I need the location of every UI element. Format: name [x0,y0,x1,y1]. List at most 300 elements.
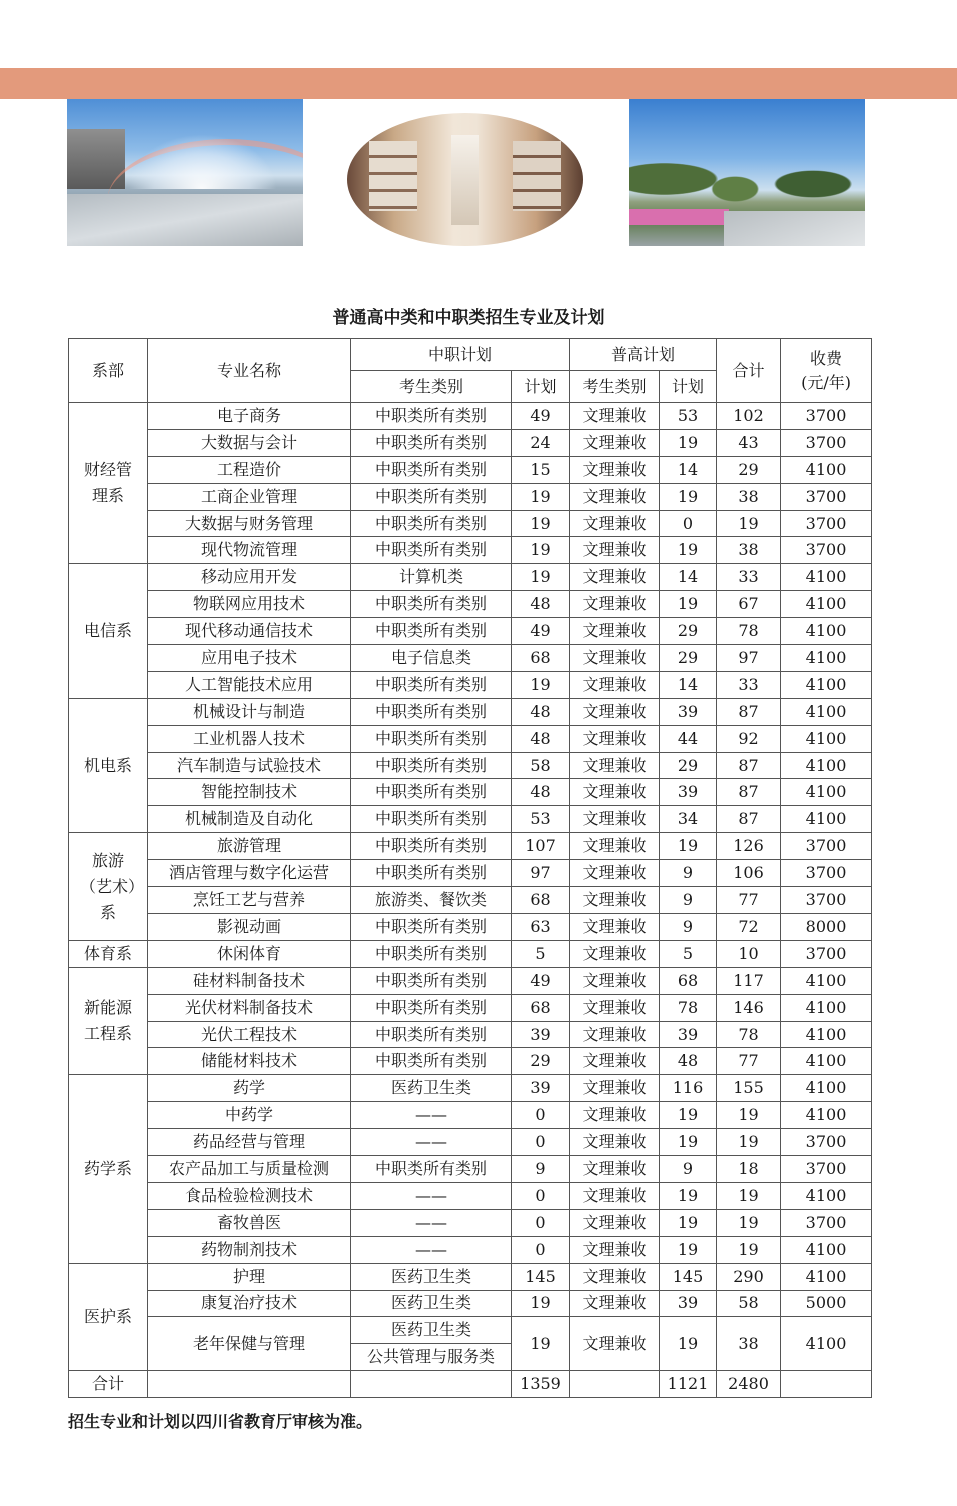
table-row [69,752,872,779]
fee-cell: 4100 [781,618,872,645]
totals-pg-plan: 1121 [660,1371,717,1398]
fee-cell: 3700 [781,429,872,456]
table-row [69,510,872,537]
zz-plan-cell: 19 [512,483,570,510]
table-row [69,833,872,860]
major-cell: 大数据与财务管理 [148,510,351,537]
header-total: 合计 [717,339,781,403]
zz-type-cell: 中职类所有类别 [351,967,512,994]
footnote: 招生专业和计划以四川省教育厅审核为准。 [68,1412,373,1431]
table-row [69,645,872,672]
total-cell: 19 [717,1182,781,1209]
pg-type-cell: 文理兼收 [570,403,660,430]
zz-plan-cell: 53 [512,806,570,833]
fee-cell: 8000 [781,913,872,940]
table-row [69,725,872,752]
dept-cell: 体育系 [69,940,148,967]
total-cell: 102 [717,403,781,430]
fee-cell: 4100 [781,456,872,483]
fee-cell: 4100 [781,725,872,752]
fee-cell: 4100 [781,779,872,806]
header-exam-type-2: 考生类别 [570,371,660,403]
fee-cell: 4100 [781,564,872,591]
pg-type-cell: 文理兼收 [570,1102,660,1129]
zz-plan-cell: 0 [512,1102,570,1129]
total-cell: 146 [717,994,781,1021]
totals-label: 合计 [69,1371,148,1398]
zz-type-cell: 中职类所有类别 [351,510,512,537]
fee-cell: 4100 [781,591,872,618]
zz-plan-cell: 48 [512,779,570,806]
total-cell: 19 [717,1129,781,1156]
dept-cell: 药学系 [69,1075,148,1263]
zz-plan-cell: 63 [512,913,570,940]
header-band [0,68,957,99]
table-row [69,913,872,940]
table-row [69,483,872,510]
totals-zz-plan: 1359 [512,1371,570,1398]
header-fee-unit: (元/年) [801,372,851,392]
pg-plan-cell: 9 [660,887,717,914]
zz-plan-cell: 5 [512,940,570,967]
fee-cell: 3700 [781,403,872,430]
table-header-row [69,339,872,371]
major-cell: 现代物流管理 [148,537,351,564]
table-row [69,564,872,591]
zz-type-cell: 中职类所有类别 [351,1048,512,1075]
totals-empty [570,1371,660,1398]
pg-type-cell: 文理兼收 [570,1048,660,1075]
zz-type-cell: 公共管理与服务类 [351,1344,512,1371]
zz-type-cell: 中职类所有类别 [351,752,512,779]
fee-cell: 3700 [781,940,872,967]
table-row [69,994,872,1021]
table-row [69,1317,872,1344]
major-cell: 护理 [148,1263,351,1290]
pg-plan-cell: 29 [660,618,717,645]
fee-cell: 5000 [781,1290,872,1317]
total-cell: 10 [717,940,781,967]
major-cell: 中药学 [148,1102,351,1129]
table-row [69,806,872,833]
zz-type-cell: 中职类所有类别 [351,860,512,887]
page-title: 普通高中类和中职类招生专业及计划 [332,308,605,328]
zz-type-cell: 中职类所有类别 [351,940,512,967]
table-row [69,860,872,887]
major-cell: 光伏工程技术 [148,1021,351,1048]
total-cell: 155 [717,1075,781,1102]
pg-type-cell: 文理兼收 [570,698,660,725]
totals-empty [351,1371,512,1398]
zz-type-cell: 中职类所有类别 [351,456,512,483]
zz-plan-cell: 0 [512,1182,570,1209]
major-cell: 硅材料制备技术 [148,967,351,994]
pg-plan-cell: 78 [660,994,717,1021]
pg-type-cell: 文理兼收 [570,887,660,914]
header-fee-label: 收费 [810,348,843,368]
zz-plan-cell: 48 [512,591,570,618]
pg-type-cell: 文理兼收 [570,456,660,483]
pg-type-cell: 文理兼收 [570,591,660,618]
pg-plan-cell: 14 [660,564,717,591]
zz-type-cell: 中职类所有类别 [351,483,512,510]
zz-plan-cell: 48 [512,725,570,752]
pg-type-cell: 文理兼收 [570,1156,660,1183]
pg-plan-cell: 9 [660,860,717,887]
major-cell: 康复治疗技术 [148,1290,351,1317]
fee-cell: 3700 [781,510,872,537]
table-row [69,940,872,967]
major-cell: 工程造价 [148,456,351,483]
zz-type-cell: —— [351,1236,512,1263]
pg-plan-cell: 68 [660,967,717,994]
pg-type-cell: 文理兼收 [570,913,660,940]
pg-type-cell: 文理兼收 [570,860,660,887]
zz-type-cell: 中职类所有类别 [351,779,512,806]
pg-plan-cell: 19 [660,1236,717,1263]
pg-type-cell: 文理兼收 [570,1075,660,1102]
major-cell: 机械制造及自动化 [148,806,351,833]
table-row [69,698,872,725]
campus-fountain-photo [67,99,303,246]
total-cell: 19 [717,1209,781,1236]
total-cell: 38 [717,1317,781,1371]
zz-type-cell: 中职类所有类别 [351,1156,512,1183]
pg-plan-cell: 19 [660,591,717,618]
total-cell: 106 [717,860,781,887]
zz-type-cell: 中职类所有类别 [351,725,512,752]
zz-plan-cell: 68 [512,645,570,672]
zz-plan-cell: 19 [512,510,570,537]
dept-cell: 新能源工程系 [69,967,148,1075]
total-cell: 72 [717,913,781,940]
major-cell: 工商企业管理 [148,483,351,510]
header-plan-2: 计划 [660,371,717,403]
major-cell: 畜牧兽医 [148,1209,351,1236]
pg-type-cell: 文理兼收 [570,1129,660,1156]
pg-type-cell: 文理兼收 [570,967,660,994]
total-cell: 58 [717,1290,781,1317]
header-exam-type: 考生类别 [351,371,512,403]
total-cell: 29 [717,456,781,483]
zz-plan-cell: 0 [512,1129,570,1156]
table-row [69,1236,872,1263]
dept-cell: 机电系 [69,698,148,832]
pg-type-cell: 文理兼收 [570,564,660,591]
table-row [69,1182,872,1209]
total-cell: 92 [717,725,781,752]
major-cell: 物联网应用技术 [148,591,351,618]
pg-type-cell: 文理兼收 [570,618,660,645]
major-cell: 休闲体育 [148,940,351,967]
zz-plan-cell: 68 [512,887,570,914]
total-cell: 38 [717,483,781,510]
header-plan: 计划 [512,371,570,403]
major-cell: 机械设计与制造 [148,698,351,725]
pg-plan-cell: 29 [660,752,717,779]
fee-cell: 4100 [781,994,872,1021]
zz-plan-cell: 19 [512,537,570,564]
major-cell: 人工智能技术应用 [148,671,351,698]
table-row [69,1021,872,1048]
zz-type-cell: 中职类所有类别 [351,591,512,618]
pg-plan-cell: 39 [660,779,717,806]
table-row [69,887,872,914]
table-row [69,537,872,564]
table-row [69,1048,872,1075]
total-cell: 87 [717,806,781,833]
pg-type-cell: 文理兼收 [570,483,660,510]
pg-type-cell: 文理兼收 [570,940,660,967]
zz-type-cell: —— [351,1182,512,1209]
major-cell: 烹饪工艺与营养 [148,887,351,914]
dept-cell: 财经管理系 [69,403,148,564]
zz-type-cell: 医药卫生类 [351,1263,512,1290]
zz-plan-cell: 24 [512,429,570,456]
zz-type-cell: 中职类所有类别 [351,806,512,833]
fee-cell: 3700 [781,1209,872,1236]
zz-type-cell: 中职类所有类别 [351,1021,512,1048]
zz-type-cell: 中职类所有类别 [351,913,512,940]
table-row [69,1290,872,1317]
dormitory-photo [347,113,583,246]
total-cell: 97 [717,645,781,672]
pg-plan-cell: 29 [660,645,717,672]
fee-cell: 3700 [781,1129,872,1156]
zz-plan-cell: 97 [512,860,570,887]
table-body [69,403,872,1264]
pg-plan-cell: 5 [660,940,717,967]
pg-type-cell: 文理兼收 [570,1317,660,1371]
fee-cell: 3700 [781,483,872,510]
header-fee [781,339,872,403]
header-zhongzhi-plan: 中职计划 [351,339,570,371]
major-cell: 药学 [148,1075,351,1102]
total-cell: 290 [717,1263,781,1290]
fee-cell: 4100 [781,1182,872,1209]
pg-plan-cell: 19 [660,429,717,456]
zz-plan-cell: 49 [512,618,570,645]
pg-type-cell: 文理兼收 [570,1209,660,1236]
zz-plan-cell: 19 [512,671,570,698]
pg-type-cell: 文理兼收 [570,833,660,860]
dept-cell: 医护系 [69,1263,148,1371]
pg-type-cell: 文理兼收 [570,752,660,779]
fee-cell: 4100 [781,1236,872,1263]
zz-plan-cell: 58 [512,752,570,779]
dept-cell: 电信系 [69,564,148,698]
major-cell: 药品经营与管理 [148,1129,351,1156]
pg-plan-cell: 53 [660,403,717,430]
fee-cell: 4100 [781,806,872,833]
major-cell: 老年保健与管理 [148,1317,351,1371]
zz-type-cell: 电子信息类 [351,645,512,672]
table-row [69,403,872,430]
pg-plan-cell: 19 [660,483,717,510]
fee-cell: 4100 [781,752,872,779]
total-cell: 77 [717,1048,781,1075]
pg-plan-cell: 48 [660,1048,717,1075]
total-cell: 33 [717,564,781,591]
major-cell: 储能材料技术 [148,1048,351,1075]
fee-cell: 4100 [781,1021,872,1048]
zz-type-cell: 中职类所有类别 [351,429,512,456]
totals-row [69,1371,872,1398]
pg-plan-cell: 9 [660,913,717,940]
pg-type-cell: 文理兼收 [570,994,660,1021]
fee-cell: 4100 [781,967,872,994]
fee-cell: 4100 [781,1317,872,1371]
pg-type-cell: 文理兼收 [570,510,660,537]
fee-cell: 4100 [781,698,872,725]
zz-plan-cell: 39 [512,1075,570,1102]
enrollment-plan-table [68,338,872,1398]
table-row [69,618,872,645]
pg-plan-cell: 19 [660,833,717,860]
campus-road-photo [629,99,865,246]
total-cell: 38 [717,537,781,564]
pg-plan-cell: 19 [660,1317,717,1371]
zz-type-cell: 中职类所有类别 [351,618,512,645]
table-row [69,1129,872,1156]
major-cell: 旅游管理 [148,833,351,860]
total-cell: 77 [717,887,781,914]
table-row [69,1102,872,1129]
zz-plan-cell: 145 [512,1263,570,1290]
pg-type-cell: 文理兼收 [570,1182,660,1209]
table-row [69,591,872,618]
major-cell: 酒店管理与数字化运营 [148,860,351,887]
major-cell: 现代移动通信技术 [148,618,351,645]
zz-plan-cell: 29 [512,1048,570,1075]
pg-type-cell: 文理兼收 [570,806,660,833]
pg-plan-cell: 39 [660,1290,717,1317]
pg-plan-cell: 14 [660,671,717,698]
zz-type-cell: 中职类所有类别 [351,698,512,725]
pg-type-cell: 文理兼收 [570,671,660,698]
pg-type-cell: 文理兼收 [570,537,660,564]
major-cell: 大数据与会计 [148,429,351,456]
zz-type-cell: 中职类所有类别 [351,403,512,430]
pg-plan-cell: 14 [660,456,717,483]
zz-type-cell: 医药卫生类 [351,1290,512,1317]
major-cell: 应用电子技术 [148,645,351,672]
zz-plan-cell: 15 [512,456,570,483]
pg-plan-cell: 34 [660,806,717,833]
fee-cell: 4100 [781,671,872,698]
fee-cell: 4100 [781,1048,872,1075]
major-cell: 工业机器人技术 [148,725,351,752]
total-cell: 19 [717,1236,781,1263]
zz-plan-cell: 49 [512,967,570,994]
pg-plan-cell: 39 [660,698,717,725]
major-cell: 影视动画 [148,913,351,940]
zz-plan-cell: 19 [512,1317,570,1371]
fee-cell: 4100 [781,1075,872,1102]
total-cell: 67 [717,591,781,618]
zz-plan-cell: 39 [512,1021,570,1048]
pg-plan-cell: 9 [660,1156,717,1183]
zz-type-cell: —— [351,1209,512,1236]
pg-type-cell: 文理兼收 [570,1263,660,1290]
total-cell: 33 [717,671,781,698]
zz-plan-cell: 49 [512,403,570,430]
major-cell: 智能控制技术 [148,779,351,806]
table-row [69,1075,872,1102]
zz-plan-cell: 0 [512,1209,570,1236]
pg-plan-cell: 19 [660,1209,717,1236]
totals-total: 2480 [717,1371,781,1398]
zz-type-cell: 中职类所有类别 [351,833,512,860]
pg-type-cell: 文理兼收 [570,1021,660,1048]
pg-type-cell: 文理兼收 [570,1236,660,1263]
pg-plan-cell: 19 [660,1182,717,1209]
pg-plan-cell: 19 [660,1129,717,1156]
total-cell: 19 [717,510,781,537]
fee-cell: 4100 [781,1102,872,1129]
zz-type-cell: 中职类所有类别 [351,994,512,1021]
pg-type-cell: 文理兼收 [570,779,660,806]
fee-cell: 3700 [781,860,872,887]
zz-type-cell: 旅游类、餐饮类 [351,887,512,914]
total-cell: 87 [717,698,781,725]
zz-type-cell: 医药卫生类 [351,1317,512,1344]
pg-plan-cell: 145 [660,1263,717,1290]
pg-plan-cell: 19 [660,537,717,564]
pg-type-cell: 文理兼收 [570,1290,660,1317]
major-cell: 汽车制造与试验技术 [148,752,351,779]
pg-type-cell: 文理兼收 [570,725,660,752]
major-cell: 药物制剂技术 [148,1236,351,1263]
table-row [69,671,872,698]
zz-type-cell: 医药卫生类 [351,1075,512,1102]
table-yihu-body [69,1263,872,1397]
pg-plan-cell: 19 [660,1102,717,1129]
fee-cell: 4100 [781,645,872,672]
zz-type-cell: 中职类所有类别 [351,671,512,698]
pg-type-cell: 文理兼收 [570,645,660,672]
zz-plan-cell: 9 [512,1156,570,1183]
fee-cell: 3700 [781,537,872,564]
dept-cell: 旅游（艺术）系 [69,833,148,941]
total-cell: 18 [717,1156,781,1183]
fee-cell: 3700 [781,1156,872,1183]
pg-plan-cell: 116 [660,1075,717,1102]
pg-plan-cell: 39 [660,1021,717,1048]
major-cell: 光伏材料制备技术 [148,994,351,1021]
table-row [69,967,872,994]
totals-empty [781,1371,872,1398]
totals-empty [148,1371,351,1398]
header-major: 专业名称 [148,339,351,403]
fee-cell: 3700 [781,833,872,860]
total-cell: 117 [717,967,781,994]
zz-plan-cell: 107 [512,833,570,860]
pg-plan-cell: 0 [660,510,717,537]
table-row [69,779,872,806]
zz-plan-cell: 48 [512,698,570,725]
total-cell: 43 [717,429,781,456]
major-cell: 移动应用开发 [148,564,351,591]
table-row [69,429,872,456]
total-cell: 126 [717,833,781,860]
table-row [69,1209,872,1236]
pg-plan-cell: 44 [660,725,717,752]
pg-type-cell: 文理兼收 [570,429,660,456]
total-cell: 78 [717,618,781,645]
table-row [69,456,872,483]
zz-type-cell: 中职类所有类别 [351,537,512,564]
